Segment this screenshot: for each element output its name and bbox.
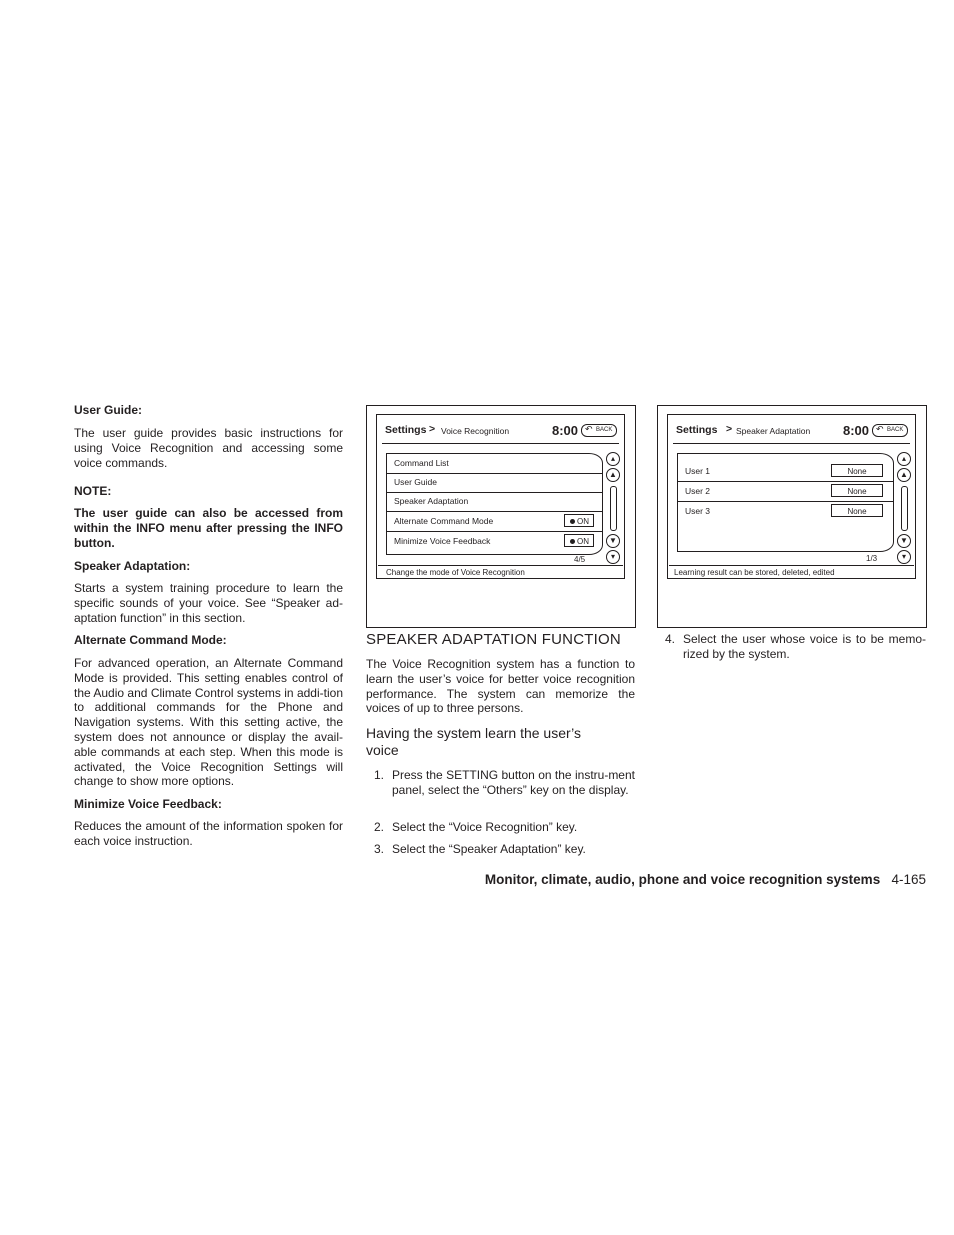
- user-status-button[interactable]: None: [831, 484, 883, 497]
- user-list: [677, 453, 894, 552]
- scroll-up-icon[interactable]: ▲: [606, 468, 620, 482]
- list-item-user-1[interactable]: [678, 462, 893, 482]
- clock: 8:00: [843, 423, 870, 438]
- list-item-minimize-voice-feedback[interactable]: [387, 532, 602, 551]
- clock: 8:00: [552, 423, 579, 438]
- step-3: [374, 842, 635, 857]
- step-2: [374, 820, 635, 835]
- footer-section-title: Monitor, climate, audio, phone and voice recognition systems: [484, 872, 881, 887]
- page-number: 4-165: [891, 872, 926, 887]
- step-text: Select the user whose voice is to be memo-rized by the system.: [683, 632, 926, 661]
- step-number: 3.: [374, 842, 385, 856]
- back-button[interactable]: ↶ BACK: [872, 424, 908, 437]
- user-guide-heading: User Guide:: [74, 403, 143, 417]
- list-item-label: User 2: [685, 486, 711, 496]
- status-divider: [669, 565, 914, 566]
- scroll-up-icon[interactable]: ▲: [897, 468, 911, 482]
- scroll-down-icon[interactable]: ▼: [606, 534, 620, 548]
- note-text: The user guide can also be accessed from within the INFO menu after pressing the INFO button.: [74, 506, 343, 550]
- display-screen: [376, 414, 625, 579]
- list-item-label: Speaker Adaptation: [394, 496, 469, 506]
- toggle-on-indicator[interactable]: ON: [564, 514, 594, 527]
- user-guide-text: The user guide provides basic instructions for using Voice Recognition and accessing some voice commands.: [74, 426, 343, 470]
- screen-subtitle: Speaker Adaptation: [736, 426, 811, 436]
- scrollbar[interactable]: [901, 486, 908, 531]
- breadcrumb-arrow: >: [429, 423, 436, 435]
- scroll-top-icon[interactable]: ▴: [897, 452, 911, 466]
- page-indicator: 4/5: [574, 555, 586, 564]
- list-item-label: Minimize Voice Feedback: [394, 536, 491, 546]
- status-message: Learning result can be stored, deleted, edited: [674, 568, 835, 577]
- scroll-bottom-icon[interactable]: ▾: [897, 550, 911, 564]
- alternate-command-text: For advanced operation, an Alternate Command Mode is provided. This setting enables control of the Audio and Climate Control systems in addi-tion to additional commands for the Phone and Navigation systems. With this setting active, the system does not announce or display the avail-able commands at each step. When this mode is activated, the Voice Recognition Settings will change to show more options.: [74, 656, 343, 789]
- voice-recognition-settings-figure: [366, 405, 636, 628]
- title-divider: [673, 443, 910, 444]
- step-number: 2.: [374, 820, 385, 834]
- scrollbar[interactable]: [610, 486, 617, 531]
- list-item-label: User 3: [685, 506, 711, 516]
- note-heading: NOTE:: [74, 484, 112, 498]
- status-message: Change the mode of Voice Recognition: [386, 568, 525, 577]
- scroll-down-icon[interactable]: ▼: [897, 534, 911, 548]
- display-screen: [667, 414, 916, 579]
- screen-title: Settings: [385, 424, 427, 436]
- list-item-label: User 1: [685, 466, 711, 476]
- breadcrumb-arrow: >: [726, 423, 733, 435]
- minimize-feedback-text: Reduces the amount of the information spoken for each voice instruction.: [74, 819, 343, 848]
- list-item-label: User Guide: [394, 477, 437, 487]
- user-status-button[interactable]: None: [831, 504, 883, 517]
- step-text: Select the “Speaker Adaptation” key.: [392, 842, 586, 856]
- list-item-speaker-adaptation[interactable]: [387, 492, 602, 512]
- status-divider: [378, 565, 623, 566]
- scroll-top-icon[interactable]: ▴: [606, 452, 620, 466]
- step-text: Select the “Voice Recognition” key.: [392, 820, 578, 834]
- list-item-command-list[interactable]: [387, 454, 602, 474]
- toggle-on-indicator[interactable]: ON: [564, 534, 594, 547]
- title-divider: [382, 443, 619, 444]
- step-1: [374, 768, 635, 798]
- step-4: [665, 632, 926, 662]
- page-footer: [485, 872, 926, 887]
- subsection-heading: Having the system learn the user’s voice: [366, 725, 582, 758]
- list-item-user-3[interactable]: [678, 502, 893, 521]
- alternate-command-heading: Alternate Command Mode:: [74, 633, 227, 647]
- page-indicator: 1/3: [866, 554, 878, 563]
- step-number: 1.: [374, 768, 385, 782]
- user-status-button[interactable]: None: [831, 464, 883, 477]
- screen-title: Settings: [676, 424, 718, 436]
- intro-paragraph: The Voice Recognition system has a function to learn the user’s voice for better voice recognition performance. The system can memorize the voices of up to three persons.: [366, 657, 635, 716]
- speaker-adaptation-text: Starts a system training procedure to learn the specific sounds of your voice. See “Speaker ad-aptation function” in this section.: [74, 581, 343, 625]
- list-item-alternate-command-mode[interactable]: [387, 512, 602, 532]
- list-item-label: Alternate Command Mode: [394, 516, 494, 526]
- scroll-bottom-icon[interactable]: ▾: [606, 550, 620, 564]
- speaker-adaptation-heading: Speaker Adaptation:: [74, 559, 191, 573]
- list-item-label: Command List: [394, 458, 449, 468]
- settings-list: [386, 453, 603, 555]
- list-item-user-guide[interactable]: [387, 473, 602, 493]
- step-text: Press the SETTING button on the instru-ment panel, select the “Others” key on the display.: [392, 768, 635, 797]
- minimize-feedback-heading: Minimize Voice Feedback:: [74, 797, 222, 811]
- step-number: 4.: [665, 632, 676, 646]
- speaker-adaptation-figure: [657, 405, 927, 628]
- screen-subtitle: Voice Recognition: [441, 426, 510, 436]
- list-item-user-2[interactable]: [678, 482, 893, 502]
- section-title: SPEAKER ADAPTATION FUNCTION: [366, 631, 621, 648]
- back-button[interactable]: ↶ BACK: [581, 424, 617, 437]
